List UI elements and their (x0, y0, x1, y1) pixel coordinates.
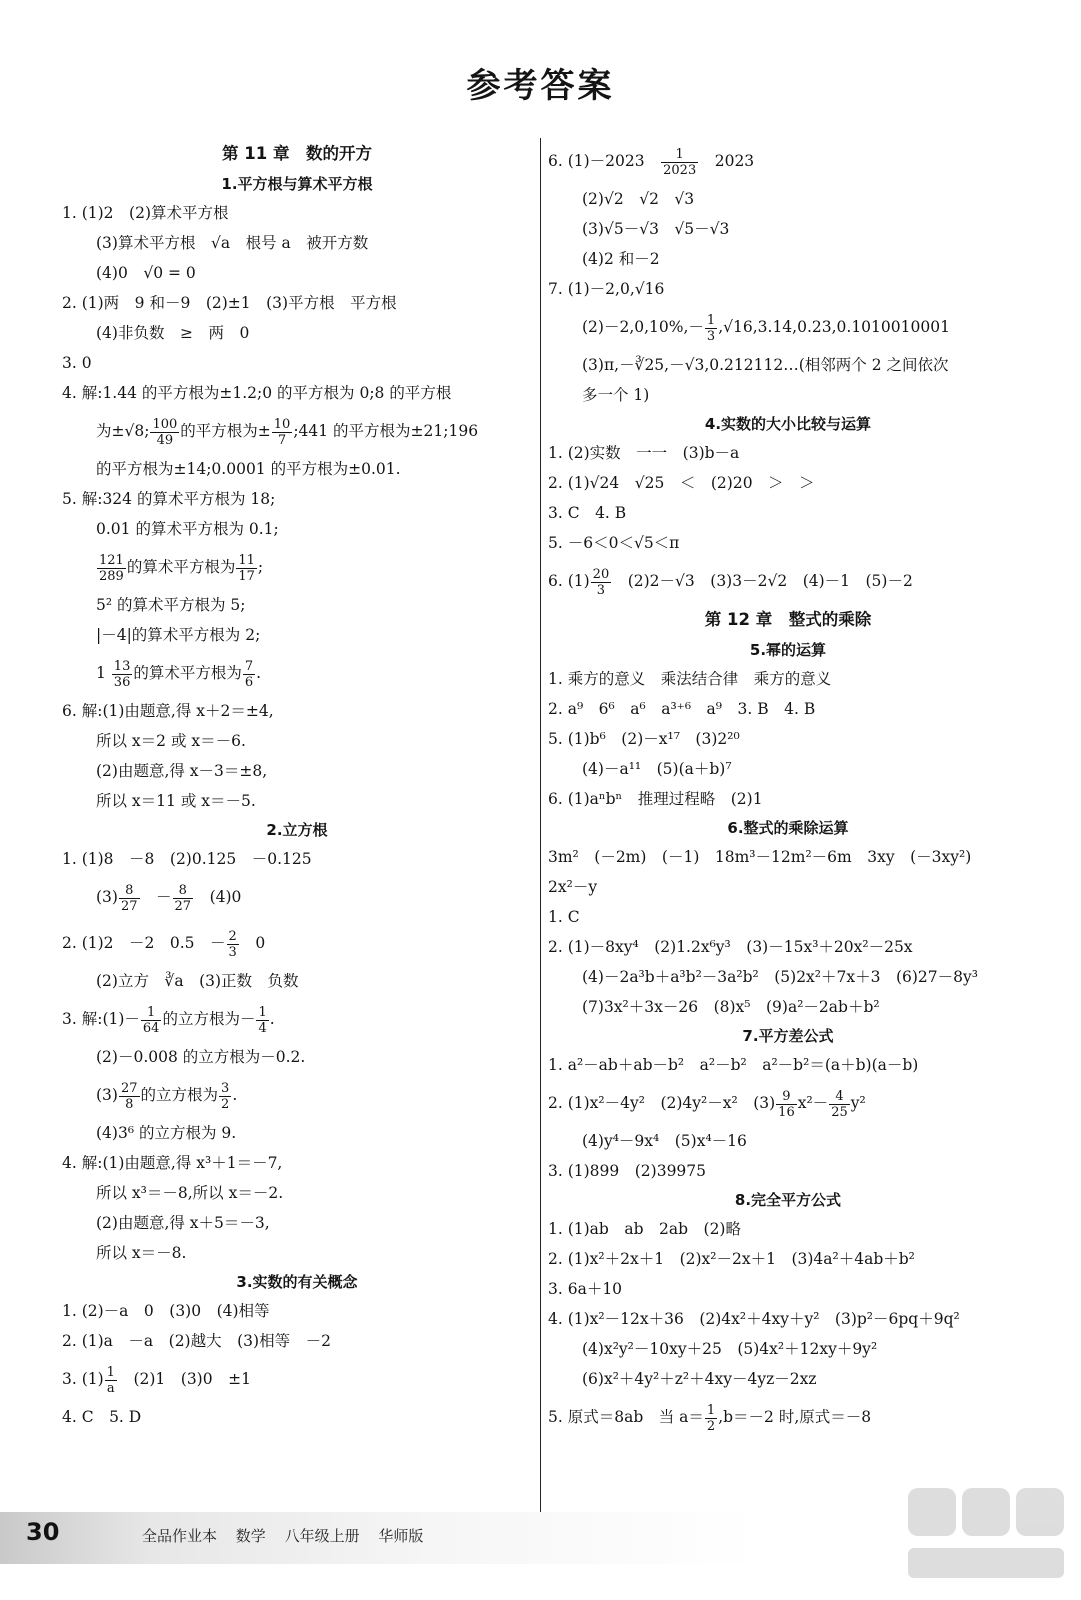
answer-line: |－4|的算术平方根为 2; (96, 626, 261, 644)
fraction (119, 883, 140, 914)
fraction-numerator: 3 (221, 1080, 230, 1096)
fraction-denominator: 4 (258, 1020, 267, 1036)
book-info (142, 1525, 437, 1546)
book-grade: 八年级上册 (284, 1527, 360, 1545)
fraction-numerator: 100 (152, 416, 178, 432)
fraction (776, 1089, 797, 1120)
answer-line: 3. 6a＋10 (548, 1280, 623, 1298)
answer-line: 4. C 5. D (62, 1408, 142, 1426)
answer-line: 1. (1)2 (2)算术平方根 (62, 204, 229, 222)
fraction-numerator: 1 (106, 1364, 115, 1380)
answer-line (548, 1394, 1028, 1440)
fraction (219, 1081, 231, 1112)
answer-line (62, 920, 532, 966)
answer-text: － (140, 888, 172, 906)
answer-line (62, 650, 532, 696)
fraction (173, 883, 194, 914)
fraction-numerator: 27 (120, 1080, 138, 1096)
fraction-numerator: 8 (125, 882, 134, 898)
fraction (119, 1081, 140, 1112)
section-heading: 6.整式的乘除运算 (727, 819, 849, 837)
answer-text: 的立方根为－ (162, 1010, 256, 1028)
answer-line: (4)非负数 ≥ 两 0 (96, 324, 250, 342)
answer-text: 为±√8; (96, 422, 150, 440)
answer-text: ,b＝－2 时,原式＝－8 (718, 1408, 872, 1426)
answer-text: (2)－2,0,10%,－ (582, 318, 704, 336)
answer-line: 1. (1)ab ab 2ab (2)略 (548, 1220, 741, 1238)
answer-line: (4)3⁶ 的立方根为 9. (96, 1124, 237, 1142)
answer-line: 3m² (－2m) (－1) 18m³－12m²－6m 3xy (－3xy²) (548, 848, 972, 866)
answer-text: ,√16,3.14,0.23,0.1010010001 (718, 318, 950, 336)
answer-text: 2023 (699, 152, 755, 170)
fraction (705, 1403, 717, 1434)
answer-text: . (256, 664, 262, 682)
answer-line: 2. (1)x²＋2x＋1 (2)x²－2x＋1 (3)4a²＋4ab＋b² (548, 1250, 915, 1268)
fraction-numerator: 11 (238, 552, 255, 568)
answer-line: (4)－a¹¹ (5)(a＋b)⁷ (582, 760, 732, 778)
fraction (272, 417, 293, 448)
answer-text: 3. (1) (62, 1370, 104, 1388)
answer-text: 0 (239, 934, 266, 952)
answer-line: (3)√5－√3 √5－√3 (582, 220, 730, 238)
page-title: 参考答案 (466, 66, 615, 106)
answer-line: 4. (1)x²－12x＋36 (2)4x²＋4xy＋y² (3)p²－6pq＋9q² (548, 1310, 960, 1328)
fraction-denominator: 3 (228, 944, 237, 960)
fraction (141, 1005, 162, 1036)
answer-text: 的立方根为 (140, 1086, 219, 1104)
answer-line: (2)√2 √2 √3 (582, 190, 695, 208)
answer-text: . (232, 1086, 238, 1104)
fraction (150, 417, 179, 448)
fraction-denominator: 27 (174, 898, 192, 914)
answer-line: 3. (1)899 (2)39975 (548, 1162, 707, 1180)
section-heading: 8.完全平方公式 (734, 1191, 842, 1209)
answer-line: 2. (1)√24 √25 ＜ (2)20 ＞ ＞ (548, 474, 815, 492)
answer-line: 5² 的算术平方根为 5; (96, 596, 246, 614)
answer-text: 2. (1)x²－4y² (2)4y²－x² (3) (548, 1094, 776, 1112)
answer-line: 7. (1)－2,0,√16 (548, 280, 665, 298)
answer-text: (3) (96, 888, 118, 906)
fraction-denominator: 25 (831, 1104, 848, 1120)
fraction-numerator: 1 (706, 312, 716, 328)
fraction-numerator: 2 (228, 928, 237, 944)
fraction-numerator: 1 (706, 1402, 716, 1418)
fraction (105, 1365, 117, 1396)
fraction-denominator: 17 (238, 568, 255, 584)
fraction (97, 553, 126, 584)
book-subject: 数学 (235, 1527, 266, 1545)
fraction-denominator: 2 (706, 1418, 716, 1434)
column-divider (540, 138, 541, 1523)
fraction-denominator: 64 (142, 1020, 160, 1036)
answer-line: 所以 x＝2 或 x＝－6. (96, 732, 246, 750)
answer-column-left (62, 138, 532, 1432)
answer-line: 1. C (548, 908, 580, 926)
page-number: 30 (26, 1518, 60, 1546)
answer-line: 3. 0 (62, 354, 92, 372)
answer-line: (4)0 √0 = 0 (96, 264, 196, 282)
fraction (236, 553, 257, 584)
answer-line: (3)π,－∛25,－√3,0.212112…(相邻两个 2 之间依次 (582, 356, 949, 374)
section-heading: 3.实数的有关概念 (236, 1273, 358, 1291)
section-heading: 7.平方差公式 (742, 1027, 834, 1045)
answer-column-right (548, 138, 1028, 1440)
answer-text: 5. 原式＝8ab 当 a＝ (548, 1408, 704, 1426)
answer-line: 5. (1)b⁶ (2)－x¹⁷ (3)2²⁰ (548, 730, 740, 748)
fraction-denominator: 289 (99, 568, 124, 584)
answer-text: y² (850, 1094, 866, 1112)
chapter-heading: 第 11 章 数的开方 (222, 144, 372, 163)
answer-line: 5. 解:324 的算术平方根为 18; (62, 490, 276, 508)
answer-text: 的算术平方根为 (126, 558, 236, 576)
answer-line: (4)x²y²－10xy＋25 (5)4x²＋12xy＋9y² (582, 1340, 878, 1358)
fraction-numerator: 10 (273, 416, 291, 432)
fraction-numerator: 20 (592, 566, 610, 582)
answer-line: 所以 x³＝－8,所以 x＝－2. (96, 1184, 284, 1202)
book-title: 全品作业本 (142, 1527, 218, 1545)
answer-line (548, 304, 1028, 350)
answer-text: ; (257, 558, 264, 576)
fraction-denominator: 49 (150, 432, 179, 448)
answer-text: 6. (1)－2023 (548, 152, 661, 170)
answer-line (548, 138, 1028, 184)
fraction (829, 1089, 850, 1120)
fraction-denominator: 2023 (663, 162, 697, 178)
answer-line (62, 1072, 532, 1118)
fraction-denominator: 36 (113, 674, 131, 690)
fraction-denominator: 7 (272, 432, 293, 448)
answer-line: 2. a⁹ 6⁶ a⁶ a³⁺⁶ a⁹ 3. B 4. B (548, 700, 816, 718)
answer-text: (2)2－√3 (3)3－2√2 (4)－1 (5)－2 (612, 572, 913, 590)
fraction-denominator: a (105, 1380, 117, 1396)
answer-line: (7)3x²＋3x－26 (8)x⁵ (9)a²－2ab＋b² (582, 998, 880, 1016)
fraction (227, 929, 239, 960)
answer-line: 的平方根为±14;0.0001 的平方根为±0.01. (96, 460, 401, 478)
answer-text: (2)1 (3)0 ±1 (117, 1370, 251, 1388)
fraction (112, 659, 133, 690)
fraction-numerator: 8 (178, 882, 187, 898)
fraction-numerator: 13 (113, 658, 131, 674)
fraction (591, 567, 612, 598)
answer-line: 1. 乘方的意义 乘法结合律 乘方的意义 (548, 670, 832, 688)
answer-text: 的平方根为± (180, 422, 271, 440)
answer-line: (2)－0.008 的立方根为－0.2. (96, 1048, 306, 1066)
fraction-numerator: 121 (99, 552, 124, 568)
fraction-denominator: 27 (120, 898, 138, 914)
answer-line (548, 1080, 1028, 1126)
answer-line (62, 544, 532, 590)
answer-line: 多一个 1) (582, 386, 650, 404)
answer-line: 0.01 的算术平方根为 0.1; (96, 520, 279, 538)
fraction-denominator: 3 (591, 582, 612, 598)
answer-line: 4. 解:(1)由题意,得 x³＋1＝－7, (62, 1154, 283, 1172)
answer-line: 所以 x＝11 或 x＝－5. (96, 792, 256, 810)
answer-line: 2. (1)两 9 和－9 (2)±1 (3)平方根 平方根 (62, 294, 397, 312)
fraction-numerator: 1 (675, 146, 684, 162)
answer-line: 6. 解:(1)由题意,得 x＋2＝±4, (62, 702, 274, 720)
answer-text: (3) (96, 1086, 118, 1104)
fraction-denominator: 16 (778, 1104, 795, 1120)
fraction-denominator: 6 (244, 674, 254, 690)
answer-line: 1. (1)8 －8 (2)0.125 －0.125 (62, 850, 312, 868)
fraction (705, 313, 717, 344)
answer-text: 6. (1) (548, 572, 590, 590)
answer-line: (2)由题意,得 x－3＝±8, (96, 762, 268, 780)
fraction-numerator: 4 (835, 1088, 844, 1104)
fraction (243, 659, 255, 690)
answer-line (62, 408, 532, 454)
answer-line: 所以 x＝－8. (96, 1244, 187, 1262)
fraction-denominator: 3 (706, 328, 716, 344)
answer-text: . (269, 1010, 275, 1028)
answer-text: 3. 解:(1)－ (62, 1010, 140, 1028)
answer-line: 2. (1)a －a (2)越大 (3)相等 －2 (62, 1332, 331, 1350)
answer-line (62, 1356, 532, 1402)
fraction (661, 147, 698, 178)
answer-line: 2. (1)－8xy⁴ (2)1.2x⁶y³ (3)－15x³＋20x²－25x (548, 938, 913, 956)
fraction-denominator: 8 (119, 1096, 140, 1112)
answer-line: (4)y⁴－9x⁴ (5)x⁴－16 (582, 1132, 747, 1150)
answer-text: ;441 的平方根为±21;196 (293, 422, 479, 440)
answer-line: (6)x²＋4y²＋z²＋4xy－4yz－2xz (582, 1370, 817, 1388)
chapter-heading: 第 12 章 整式的乘除 (704, 610, 872, 629)
answer-line: 2x²－y (548, 878, 598, 896)
answer-text: x²－ (797, 1094, 829, 1112)
section-heading: 4.实数的大小比较与运算 (704, 415, 872, 433)
answer-line: 5. －6＜0＜√5＜π (548, 534, 680, 552)
answer-line: (4)－2a³b＋a³b²－3a²b² (5)2x²＋7x＋3 (6)27－8y³ (582, 968, 978, 986)
answer-line: 3. C 4. B (548, 504, 627, 522)
answer-line: (2)立方 ∛a (3)正数 负数 (96, 972, 299, 990)
fraction-numerator: 1 (147, 1004, 156, 1020)
section-heading: 2.立方根 (266, 821, 328, 839)
answer-line (62, 874, 532, 920)
section-heading: 1.平方根与算术平方根 (221, 175, 373, 193)
answer-text: 2. (1)2 －2 0.5 － (62, 934, 226, 952)
answer-line (62, 996, 532, 1042)
answer-line: 1. (2)实数 一一 (3)b－a (548, 444, 740, 462)
fraction-denominator: 2 (221, 1096, 230, 1112)
answer-line: 1. a²－ab＋ab－b² a²－b² a²－b²＝(a＋b)(a－b) (548, 1056, 919, 1074)
answer-line: (4)2 和－2 (582, 250, 660, 268)
answer-line: (2)由题意,得 x＋5＝－3, (96, 1214, 270, 1232)
section-heading: 5.幂的运算 (749, 641, 827, 659)
answer-line: 6. (1)aⁿbⁿ 推理过程略 (2)1 (548, 790, 763, 808)
fraction-numerator: 9 (782, 1088, 791, 1104)
answer-text: (4)0 (194, 888, 242, 906)
answer-text: 的算术平方根为 (133, 664, 242, 682)
fraction (256, 1005, 268, 1036)
answer-line: 4. 解:1.44 的平方根为±1.2;0 的平方根为 0;8 的平方根 (62, 384, 452, 402)
book-edition: 华师版 (378, 1527, 424, 1545)
answer-line: 1. (2)－a 0 (3)0 (4)相等 (62, 1302, 270, 1320)
fraction-numerator: 7 (244, 658, 254, 674)
watermark-logo (900, 1478, 1070, 1588)
fraction-numerator: 1 (258, 1004, 267, 1020)
answer-line: (3)算术平方根 √a 根号 a 被开方数 (96, 234, 369, 252)
answer-line (548, 558, 1028, 604)
answer-text: 1 (96, 664, 111, 682)
